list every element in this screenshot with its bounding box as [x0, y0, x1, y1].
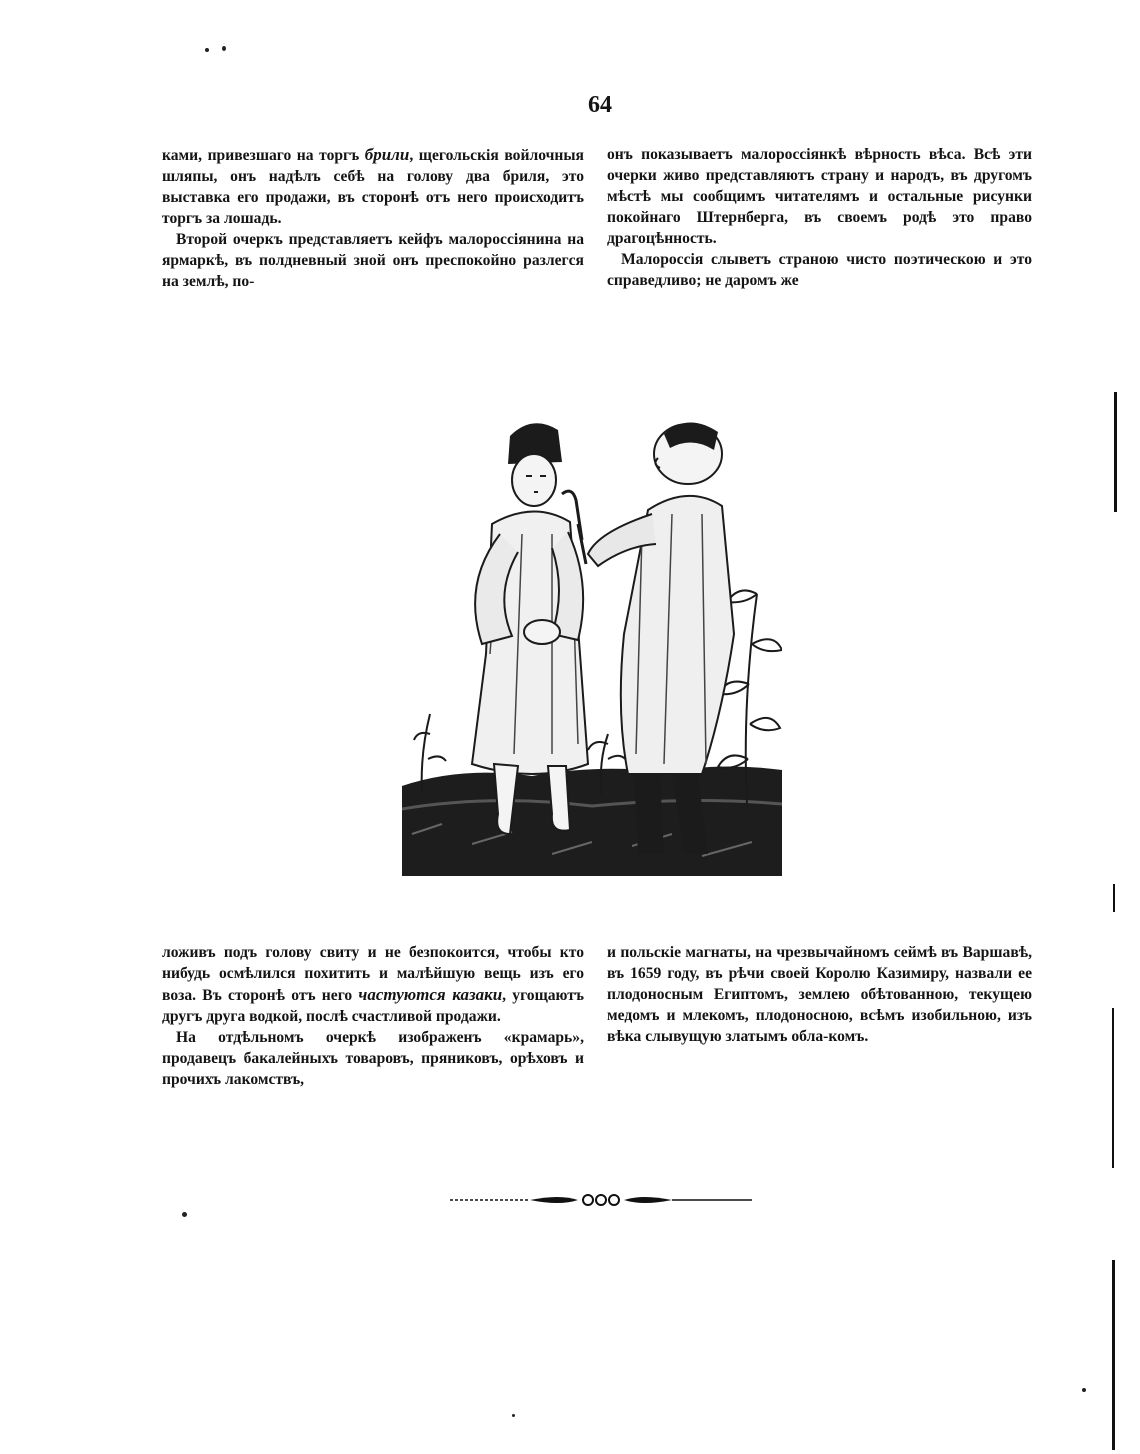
- paragraph: Второй очеркъ представляетъ кейфъ малороссіянина на ярмаркѣ, въ полдневный зной онъ преспокойно разлегся на землѣ, по-: [162, 231, 584, 290]
- italic-term: частуются казаки: [358, 985, 503, 1004]
- paragraph: Малороссія слыветъ страною чисто поэтическою и это справедливо; не даромъ же: [607, 251, 1032, 289]
- paragraph: [162, 144, 584, 229]
- scan-edge-line: [1114, 392, 1117, 512]
- text-column-top-right: [607, 144, 1032, 291]
- text-column-bottom-right: [607, 942, 1032, 1047]
- scan-speck: [222, 46, 226, 51]
- text-column-bottom-left: [162, 942, 584, 1090]
- paragraph: онъ показываетъ малороссіянкѣ вѣрность вѣса. Всѣ эти очерки живо представляютъ страну и народъ, въ другомъ мѣстѣ мы сообщимъ читателямъ и остальные рисунки покойнаго Штернберга, въ своемъ родѣ это право драгоцѣнность.: [607, 146, 1032, 247]
- scan-edge-line: [1113, 884, 1115, 912]
- paragraph: На отдѣльномъ очеркѣ изображенъ «крамарь», продавецъ бакалейныхъ товаровъ, пряниковъ, орѣховъ и прочихъ лакомствъ,: [162, 1029, 584, 1088]
- engraving-illustration: [402, 414, 782, 876]
- scan-edge-line: [1112, 1260, 1115, 1450]
- page-number: 64: [588, 92, 612, 118]
- paragraph: и польскіе магнаты, на чрезвычайномъ сеймѣ въ Варшавѣ, въ 1659 году, въ рѣчи своей Королю Казимиру, назвали ее плодоносным Египтомъ, землею обѣтованною, текущею медомъ и млекомъ, плодоносною, всѣмъ изобильною, изъ вѣка слывущую златымъ обла-комъ.: [607, 944, 1032, 1045]
- ornament-divider-icon: [450, 1190, 752, 1210]
- text-run: ками, привезшаго на торгъ: [162, 147, 365, 164]
- scan-speck: [1082, 1388, 1086, 1392]
- paragraph: [162, 942, 584, 1027]
- italic-term: брили: [364, 145, 410, 164]
- scan-speck: [512, 1414, 515, 1417]
- scan-speck: [205, 48, 209, 52]
- text-run: ложивъ подъ голову свиту и не безпокоится, чтобы кто нибудь осмѣлился похитить и малѣйшую вещь изъ его воза. Въ сторонѣ отъ него: [162, 944, 584, 1004]
- scan-edge-line: [1112, 1008, 1114, 1168]
- text-run: , щегольскія войлочныя шляпы, онъ надѣлъ себѣ на голову два бриля, это выставка его продажи, въ сторонѣ отъ него происходитъ торгъ за лошадь.: [162, 147, 584, 227]
- scan-speck: [182, 1212, 187, 1217]
- text-column-top-left: [162, 144, 584, 292]
- text-run: , угощаютъ другъ друга водкой, послѣ счастливой продажи.: [162, 987, 584, 1025]
